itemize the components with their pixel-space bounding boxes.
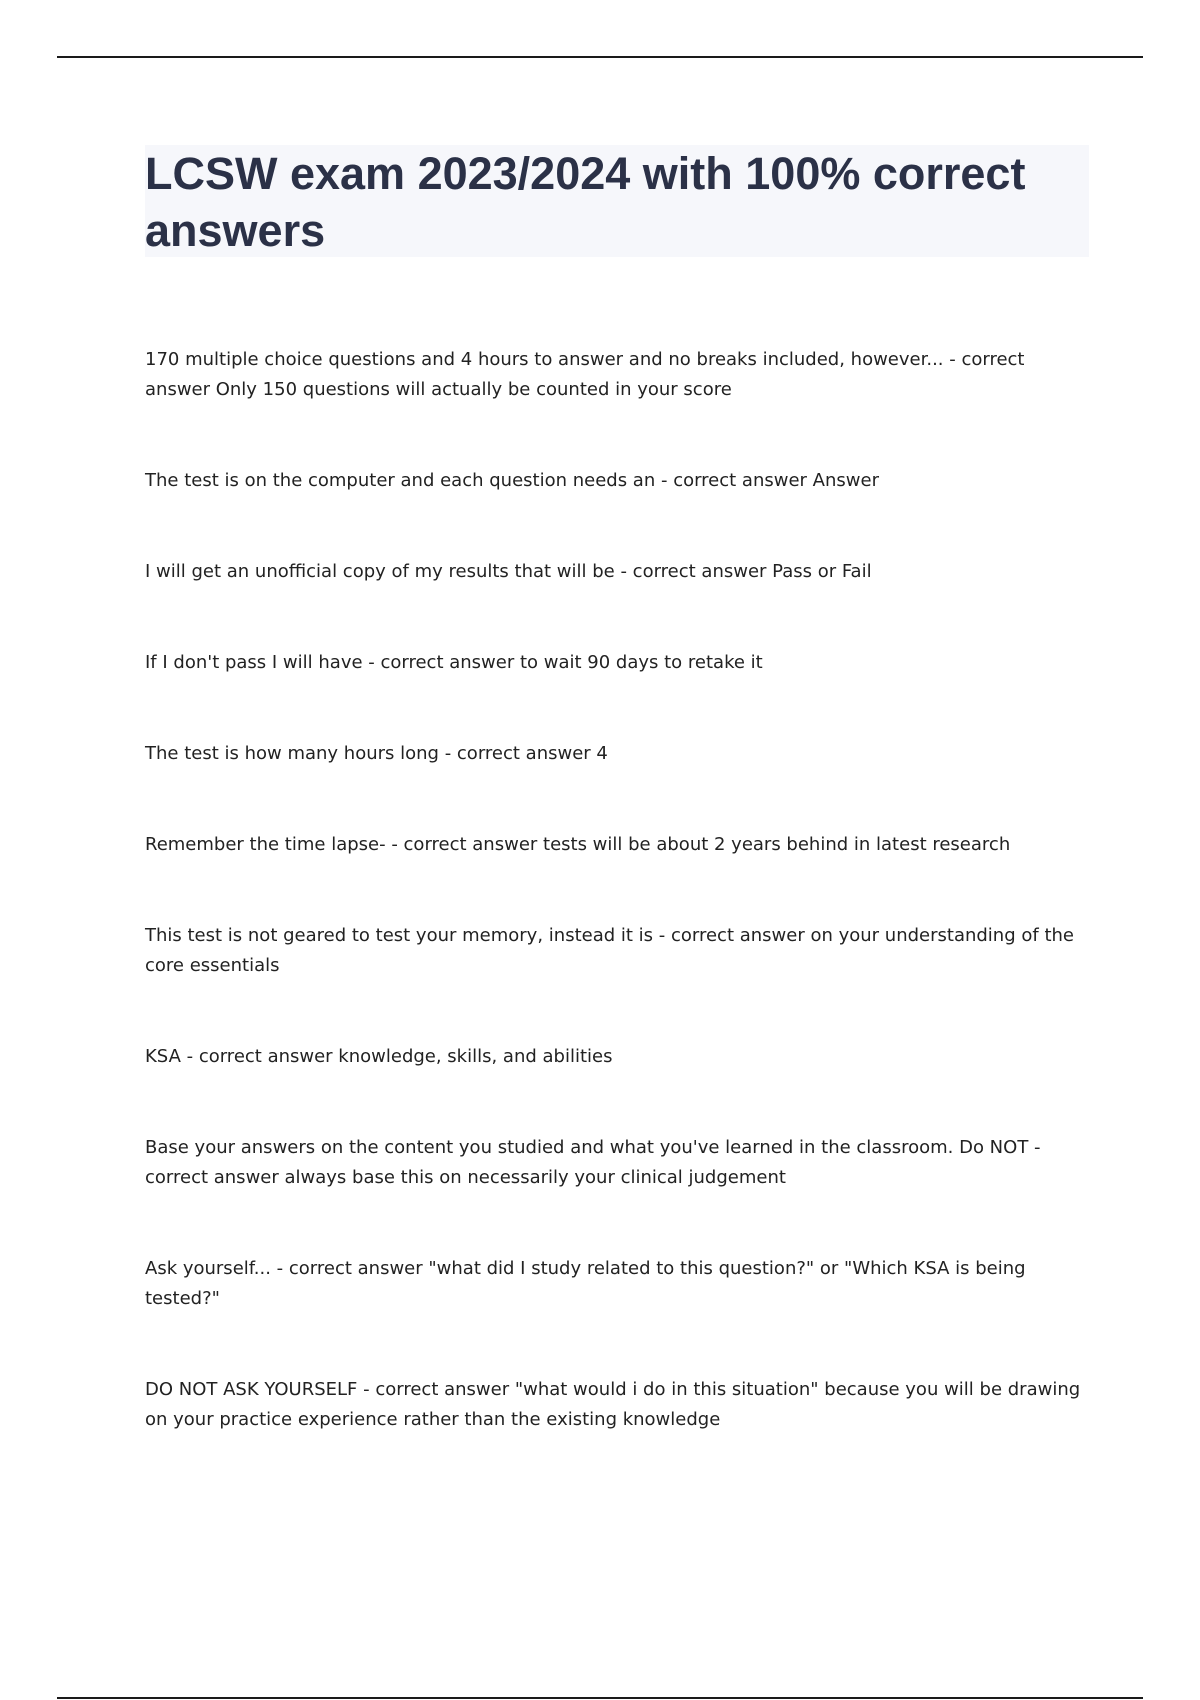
- qa-item: 170 multiple choice questions and 4 hours to answer and no breaks included, however... - correct answer Only 150 questions will actually be counted in your score: [145, 349, 1025, 400]
- qa-item: KSA - correct answer knowledge, skills, and abilities: [145, 1046, 613, 1067]
- qa-item: DO NOT ASK YOURSELF - correct answer "what would i do in this situation" because you will be drawing on your practice experience rather than the existing knowledge: [145, 1379, 1081, 1430]
- qa-list: [145, 345, 1095, 1435]
- qa-item: The test is how many hours long - correct answer 4: [145, 743, 608, 764]
- qa-item: I will get an unofficial copy of my results that will be - correct answer Pass or Fail: [145, 561, 872, 582]
- bottom-rule: [57, 1697, 1143, 1699]
- top-rule: [57, 56, 1143, 58]
- qa-item: If I don't pass I will have - correct answer to wait 90 days to retake it: [145, 652, 763, 673]
- qa-item: This test is not geared to test your memory, instead it is - correct answer on your understanding of the core essentials: [145, 925, 1074, 976]
- title-banner: [145, 145, 1089, 257]
- document-title: LCSW exam 2023/2024 with 100% correct answers: [145, 148, 1026, 256]
- qa-item: Remember the time lapse- - correct answer tests will be about 2 years behind in latest research: [145, 834, 1011, 855]
- qa-item: Ask yourself... - correct answer "what did I study related to this question?" or "Which KSA is being tested?": [145, 1258, 1026, 1309]
- qa-item: Base your answers on the content you studied and what you've learned in the classroom. Do NOT - correct answer always base this on necessarily your clinical judgement: [145, 1137, 1041, 1188]
- qa-item: The test is on the computer and each question needs an - correct answer Answer: [145, 470, 879, 491]
